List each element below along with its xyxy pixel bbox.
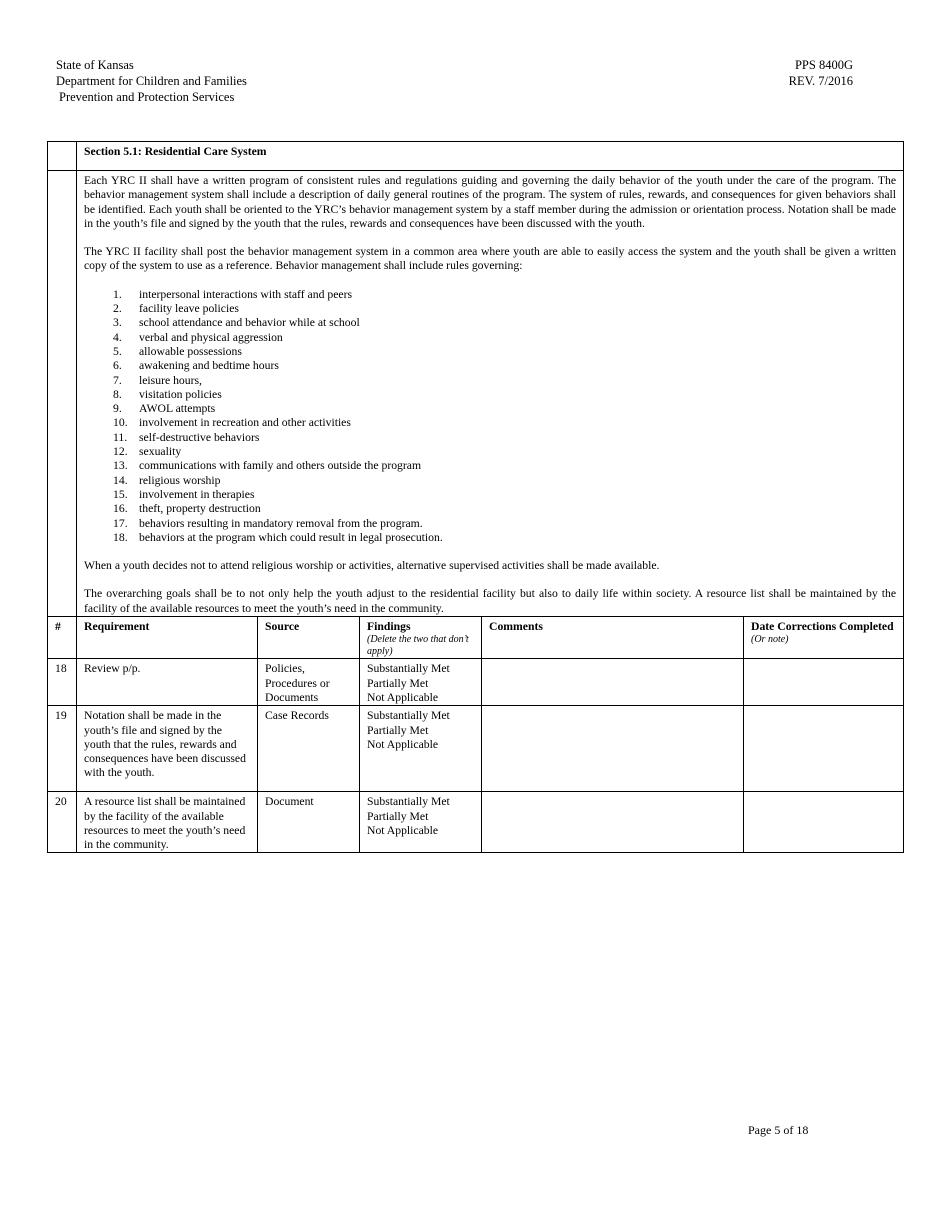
rule-number: 10. bbox=[113, 416, 128, 430]
header-revision: REV. 7/2016 bbox=[788, 74, 853, 88]
row-findings bbox=[360, 659, 482, 706]
requirement-row bbox=[48, 792, 904, 853]
rule-item bbox=[84, 517, 896, 531]
rule-text: visitation policies bbox=[139, 387, 222, 401]
row-number: 20 bbox=[48, 792, 77, 853]
header-form-block bbox=[789, 57, 853, 89]
rule-number: 4. bbox=[113, 330, 122, 344]
finding-option: Partially Met bbox=[367, 723, 429, 737]
rule-number: 6. bbox=[113, 359, 122, 373]
row-source: Case Records bbox=[258, 706, 360, 792]
finding-option: Substantially Met bbox=[367, 709, 450, 723]
rule-item bbox=[84, 374, 896, 388]
rule-number: 15. bbox=[113, 487, 128, 501]
section-paragraph: Each YRC II shall have a written program of consistent rules and regulations guiding and governing the daily behavior of the youth under the care of the program. The behavior management system shall include a description of daily general routines of the program. The system of rules, rewards, and consequences for given behaviors shall be identified. Each youth shall be oriented to the YRC’s behavior management system by a staff member during the admission or orientation process. Notation shall be made in the youth’s file and signed by the youth that the rules, rewards and consequences have been discussed with the youth. bbox=[84, 174, 897, 230]
findings-note: (Delete the two that don’t apply) bbox=[367, 634, 469, 658]
rule-number: 17. bbox=[113, 516, 128, 530]
rule-text: sexuality bbox=[139, 445, 182, 459]
finding-option: Partially Met bbox=[367, 809, 429, 823]
col-header-source: Source bbox=[258, 617, 360, 659]
row-number: 19 bbox=[48, 706, 77, 792]
requirement-row bbox=[48, 659, 904, 706]
rule-number: 7. bbox=[113, 373, 122, 387]
rule-text: involvement in recreation and other activities bbox=[139, 416, 351, 430]
finding-option: Not Applicable bbox=[367, 823, 439, 837]
rule-number: 11. bbox=[113, 430, 128, 444]
rule-item bbox=[84, 402, 896, 416]
section-blank-cell bbox=[48, 142, 77, 171]
finding-option: Substantially Met bbox=[367, 662, 450, 676]
column-header-row bbox=[48, 617, 904, 659]
rule-item bbox=[84, 316, 896, 330]
header-department: Department for Children and Families bbox=[56, 74, 247, 88]
section-blank-cell bbox=[48, 171, 77, 617]
rule-item bbox=[84, 488, 896, 502]
row-requirement: Review p/p. bbox=[77, 659, 258, 706]
rule-item bbox=[84, 345, 896, 359]
rule-text: religious worship bbox=[139, 473, 221, 487]
rule-number: 8. bbox=[113, 387, 122, 401]
rule-number: 16. bbox=[113, 502, 128, 516]
rule-item bbox=[84, 388, 896, 402]
row-findings bbox=[360, 792, 482, 853]
row-source: Document bbox=[258, 792, 360, 853]
rule-text: behaviors at the program which could result in legal prosecution. bbox=[139, 530, 443, 544]
rule-number: 3. bbox=[113, 316, 122, 330]
rule-number: 2. bbox=[113, 302, 122, 316]
col-header-num: # bbox=[48, 617, 77, 659]
rule-item bbox=[84, 431, 896, 445]
row-requirement: Notation shall be made in the youth’s file and signed by the youth that the rules, rewards and consequences have been discussed with the youth. bbox=[77, 706, 258, 792]
row-findings bbox=[360, 706, 482, 792]
rule-item bbox=[84, 302, 896, 316]
rule-text: interpersonal interactions with staff and peers bbox=[139, 287, 353, 301]
rule-item bbox=[84, 531, 896, 545]
row-source: Policies, Procedures or Documents bbox=[258, 659, 360, 706]
rule-number: 5. bbox=[113, 344, 122, 358]
review-table bbox=[47, 141, 904, 853]
rule-item bbox=[84, 288, 896, 302]
row-number: 18 bbox=[48, 659, 77, 706]
section-paragraph: The overarching goals shall be to not only help the youth adjust to the residential facility but also to daily life within society. A resource list shall be maintained by the facility of the available resources to meet the youth’s need in the community. bbox=[84, 587, 897, 615]
finding-option: Substantially Met bbox=[367, 795, 450, 809]
finding-option: Partially Met bbox=[367, 676, 429, 690]
rule-text: AWOL attempts bbox=[139, 402, 216, 416]
rule-item bbox=[84, 445, 896, 459]
rule-number: 12. bbox=[113, 445, 128, 459]
date-label: Date Corrections Completed bbox=[751, 620, 894, 634]
row-requirement: A resource list shall be maintained by the facility of the available resources to meet the youth’s need in the community. bbox=[77, 792, 258, 853]
findings-label: Findings bbox=[367, 620, 411, 634]
col-header-comments: Comments bbox=[482, 617, 744, 659]
rule-number: 18. bbox=[113, 530, 128, 544]
rule-item bbox=[84, 359, 896, 373]
section-paragraph: When a youth decides not to attend religious worship or activities, alternative supervised activities shall be made available. bbox=[84, 559, 660, 573]
row-date-corrected[interactable] bbox=[744, 659, 904, 706]
rule-text: self-destructive behaviors bbox=[139, 430, 260, 444]
header-state: State of Kansas bbox=[56, 58, 134, 72]
rule-item bbox=[84, 474, 896, 488]
row-comments[interactable] bbox=[482, 659, 744, 706]
col-header-requirement: Requirement bbox=[77, 617, 258, 659]
rule-number: 13. bbox=[113, 459, 128, 473]
rule-text: verbal and physical aggression bbox=[139, 330, 283, 344]
header-division: Prevention and Protection Services bbox=[59, 90, 235, 104]
rule-number: 9. bbox=[113, 402, 122, 416]
row-date-corrected[interactable] bbox=[744, 792, 904, 853]
col-header-date bbox=[744, 617, 904, 659]
row-comments[interactable] bbox=[482, 792, 744, 853]
rule-text: awakening and bedtime hours bbox=[139, 359, 279, 373]
rule-item bbox=[84, 459, 896, 473]
requirement-row bbox=[48, 706, 904, 792]
rule-number: 14. bbox=[113, 473, 128, 487]
date-note: (Or note) bbox=[751, 634, 789, 646]
rule-text: allowable possessions bbox=[139, 344, 242, 358]
rule-text: theft, property destruction bbox=[139, 502, 261, 516]
col-header-findings bbox=[360, 617, 482, 659]
section-title: Section 5.1: Residential Care System bbox=[77, 142, 904, 171]
rule-item bbox=[84, 331, 896, 345]
rule-item bbox=[84, 502, 896, 516]
page-number: Page 5 of 18 bbox=[748, 1123, 809, 1137]
section-body bbox=[77, 171, 904, 617]
rule-text: school attendance and behavior while at school bbox=[139, 316, 360, 330]
rule-text: communications with family and others outside the program bbox=[139, 459, 422, 473]
rule-number: 1. bbox=[113, 287, 122, 301]
header-form-number: PPS 8400G bbox=[794, 58, 853, 72]
finding-option: Not Applicable bbox=[367, 737, 439, 751]
row-comments[interactable] bbox=[482, 706, 744, 792]
rule-text: leisure hours, bbox=[139, 373, 202, 387]
rule-text: behaviors resulting in mandatory removal from the program. bbox=[139, 516, 423, 530]
header-agency-block bbox=[56, 57, 247, 105]
section-paragraph: The YRC II facility shall post the behavior management system in a common area where youth are able to easily access the system and the youth shall be given a written copy of the system to use as a reference. Behavior management shall include rules governing: bbox=[84, 245, 897, 273]
finding-option: Not Applicable bbox=[367, 690, 439, 704]
rule-item bbox=[84, 416, 896, 430]
row-date-corrected[interactable] bbox=[744, 706, 904, 792]
rule-text: facility leave policies bbox=[139, 302, 239, 316]
rules-list bbox=[84, 288, 896, 545]
rule-text: involvement in therapies bbox=[139, 487, 255, 501]
